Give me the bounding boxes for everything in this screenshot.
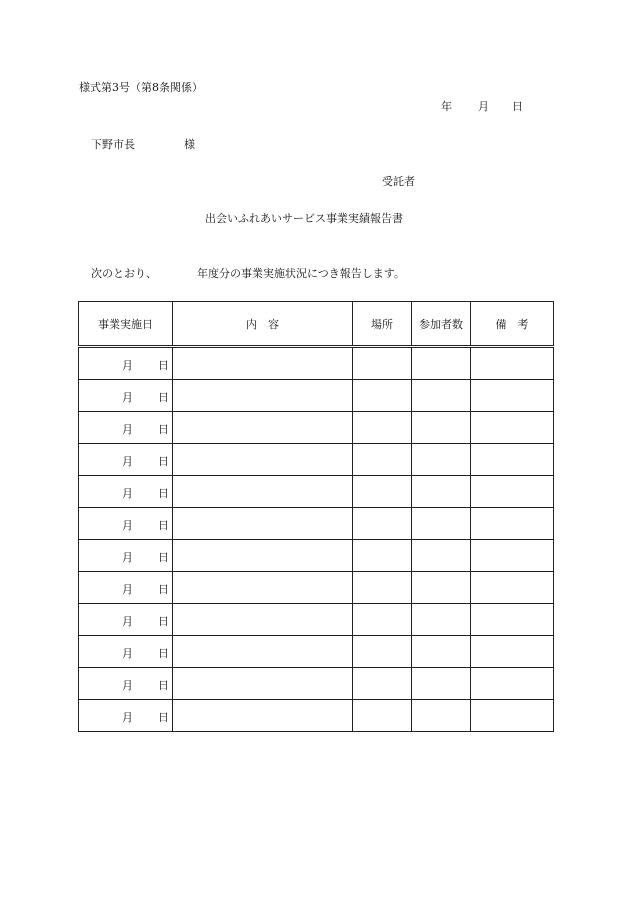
participants-cell[interactable]: [412, 572, 471, 604]
content-cell[interactable]: [173, 347, 353, 380]
table-row: [79, 380, 554, 412]
intro-text-end: 年度分の事業実施状況につき報告します。: [197, 267, 405, 280]
date-cell[interactable]: [79, 508, 173, 540]
remarks-cell[interactable]: [471, 668, 554, 700]
remarks-cell[interactable]: [471, 540, 554, 572]
date-cell[interactable]: [79, 604, 173, 636]
participants-cell[interactable]: [412, 508, 471, 540]
place-cell[interactable]: [353, 380, 412, 412]
remarks-cell[interactable]: [471, 347, 554, 380]
month-label: 月: [122, 423, 133, 436]
month-label: 月: [122, 679, 133, 692]
participants-cell[interactable]: [412, 412, 471, 444]
date-cell[interactable]: [79, 476, 173, 508]
content-cell[interactable]: [173, 412, 353, 444]
place-cell[interactable]: [353, 476, 412, 508]
table-row: [79, 412, 554, 444]
participants-cell[interactable]: [412, 444, 471, 476]
place-cell[interactable]: [353, 444, 412, 476]
date-day-label: 日: [512, 100, 523, 113]
remarks-cell[interactable]: [471, 380, 554, 412]
column-header-date: 事業実施日: [79, 302, 173, 347]
place-cell[interactable]: [353, 604, 412, 636]
place-cell[interactable]: [353, 347, 412, 380]
content-cell[interactable]: [173, 444, 353, 476]
table-row: [79, 540, 554, 572]
document-title: 出会いふれあいサービス事業実績報告書: [205, 212, 403, 225]
month-label: 月: [122, 359, 133, 372]
column-header-participants: 参加者数: [412, 302, 471, 347]
date-cell[interactable]: [79, 668, 173, 700]
addressee-suffix: 様: [184, 138, 195, 151]
day-label: 日: [158, 391, 169, 404]
participants-cell[interactable]: [412, 700, 471, 732]
place-cell[interactable]: [353, 636, 412, 668]
date-cell[interactable]: [79, 444, 173, 476]
remarks-cell[interactable]: [471, 604, 554, 636]
place-cell[interactable]: [353, 412, 412, 444]
contractor-label: 受託者: [382, 175, 415, 188]
month-label: 月: [122, 711, 133, 724]
remarks-cell[interactable]: [471, 508, 554, 540]
addressee: 下野市長: [91, 138, 135, 151]
table-row: [79, 636, 554, 668]
content-cell[interactable]: [173, 636, 353, 668]
date-cell[interactable]: [79, 572, 173, 604]
table-row: [79, 572, 554, 604]
month-label: 月: [122, 583, 133, 596]
month-label: 月: [122, 551, 133, 564]
participants-cell[interactable]: [412, 347, 471, 380]
remarks-cell[interactable]: [471, 476, 554, 508]
day-label: 日: [158, 647, 169, 660]
place-cell[interactable]: [353, 572, 412, 604]
table-row: [79, 668, 554, 700]
day-label: 日: [158, 711, 169, 724]
content-cell[interactable]: [173, 476, 353, 508]
date-month-label: 月: [478, 100, 489, 113]
content-cell[interactable]: [173, 572, 353, 604]
month-label: 月: [122, 455, 133, 468]
table-row: [79, 700, 554, 732]
place-cell[interactable]: [353, 700, 412, 732]
date-cell[interactable]: [79, 540, 173, 572]
month-label: 月: [122, 487, 133, 500]
table-row: [79, 444, 554, 476]
content-cell[interactable]: [173, 668, 353, 700]
day-label: 日: [158, 455, 169, 468]
report-table: [78, 301, 554, 732]
column-header-content: 内 容: [173, 302, 353, 347]
remarks-cell[interactable]: [471, 412, 554, 444]
participants-cell[interactable]: [412, 668, 471, 700]
month-label: 月: [122, 391, 133, 404]
content-cell[interactable]: [173, 540, 353, 572]
column-header-place: 場所: [353, 302, 412, 347]
table-header-row: [79, 302, 554, 347]
remarks-cell[interactable]: [471, 444, 554, 476]
place-cell[interactable]: [353, 508, 412, 540]
day-label: 日: [158, 583, 169, 596]
participants-cell[interactable]: [412, 476, 471, 508]
participants-cell[interactable]: [412, 636, 471, 668]
month-label: 月: [122, 647, 133, 660]
day-label: 日: [158, 551, 169, 564]
content-cell[interactable]: [173, 700, 353, 732]
day-label: 日: [158, 519, 169, 532]
table-row: [79, 604, 554, 636]
table-row: [79, 476, 554, 508]
day-label: 日: [158, 487, 169, 500]
day-label: 日: [158, 423, 169, 436]
place-cell[interactable]: [353, 540, 412, 572]
remarks-cell[interactable]: [471, 572, 554, 604]
table-row: [79, 508, 554, 540]
date-cell[interactable]: [79, 380, 173, 412]
date-cell[interactable]: [79, 636, 173, 668]
date-cell[interactable]: [79, 347, 173, 380]
day-label: 日: [158, 359, 169, 372]
form-number: 様式第3号（第8条関係）: [79, 81, 203, 94]
month-label: 月: [122, 519, 133, 532]
content-cell[interactable]: [173, 604, 353, 636]
intro-text-start: 次のとおり、: [91, 267, 157, 280]
remarks-cell[interactable]: [471, 700, 554, 732]
content-cell[interactable]: [173, 508, 353, 540]
participants-cell[interactable]: [412, 380, 471, 412]
date-year-label: 年: [441, 100, 452, 113]
table-row: [79, 347, 554, 380]
month-label: 月: [122, 615, 133, 628]
date-cell[interactable]: [79, 412, 173, 444]
column-header-remarks: 備 考: [471, 302, 554, 347]
date-cell[interactable]: [79, 700, 173, 732]
participants-cell[interactable]: [412, 540, 471, 572]
remarks-cell[interactable]: [471, 636, 554, 668]
day-label: 日: [158, 615, 169, 628]
day-label: 日: [158, 679, 169, 692]
place-cell[interactable]: [353, 668, 412, 700]
content-cell[interactable]: [173, 380, 353, 412]
participants-cell[interactable]: [412, 604, 471, 636]
